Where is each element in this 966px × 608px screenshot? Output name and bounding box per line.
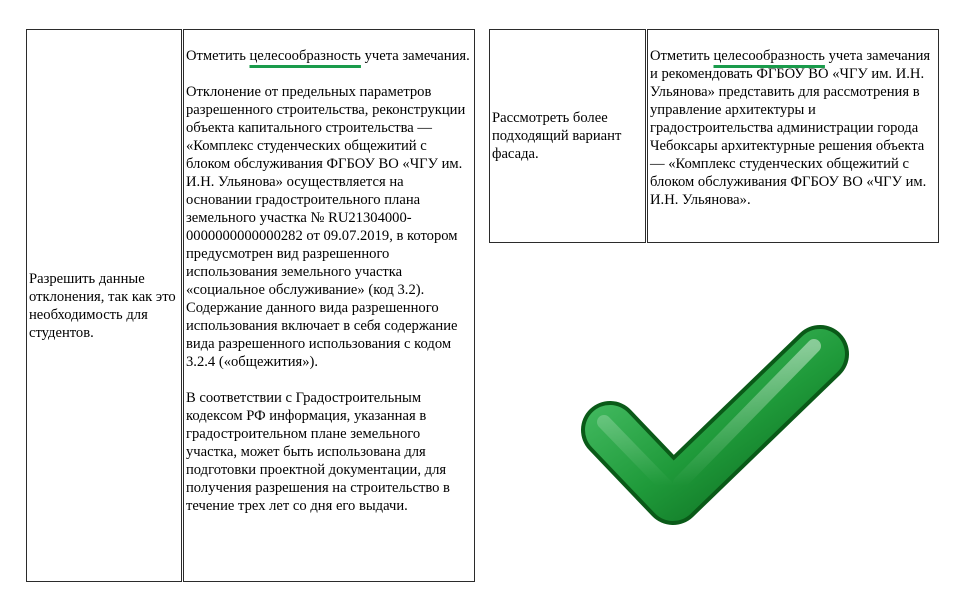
- right-decision-text: Рассмотреть более подходящий вариант фасада.: [492, 110, 622, 162]
- left-comment-paragraph-2: Отклонение от предельных параметров разрешенного строительства, реконструкции объекта капитального строительства — «Комплекс студенческих общежитий с блоком обслуживания ФГБОУ ВО «ЧГУ им. И.Н. Ульянова» осуществляется на основании градостроительного плана земельного участка № RU21304000-0000000000000282 от 09.07.2019, в котором предусмотрен вид разрешенного использования земельного участка «социальное обслуживание» (код 3.2). Содержание данного вида разрешенного использования включает в себя содержание вида разрешенного использования с кодом 3.2.4 («общежития»).: [186, 84, 466, 370]
- right-table-decision-cell: [489, 29, 646, 243]
- highlighted-word: целесообразность: [713, 48, 825, 64]
- left-table-decision-cell: [26, 29, 182, 582]
- left-table-comment-cell: [183, 29, 475, 582]
- check-mark-icon: [570, 318, 855, 536]
- highlighted-word: целесообразность: [249, 48, 361, 64]
- right-comment-paragraph-1: Отметить целесообразность учета замечания и рекомендовать ФГБОУ ВО «ЧГУ им. И.Н. Ульянова» представить для рассмотрения в управление архитектуры и градостроительства администрации города Чебоксары архитектурные решения объекта — «Комплекс студенческих общежитий с блоком обслуживания ФГБОУ ВО «ЧГУ им. И.Н. Ульянова».: [650, 48, 931, 208]
- left-comment-paragraph-1: Отметить целесообразность учета замечания.: [186, 48, 470, 64]
- left-comment-paragraph-3: В соответствии с Градостроительным кодексом РФ информация, указанная в градостроительном плане земельного участка, может быть использована для подготовки проектной документации, для получения разрешения на строительство в течение трех лет со дня его выдачи.: [186, 390, 450, 514]
- left-decision-text: Разрешить данные отклонения, так как это необходимость для студентов.: [29, 270, 176, 341]
- right-table-comment-cell: [647, 29, 939, 243]
